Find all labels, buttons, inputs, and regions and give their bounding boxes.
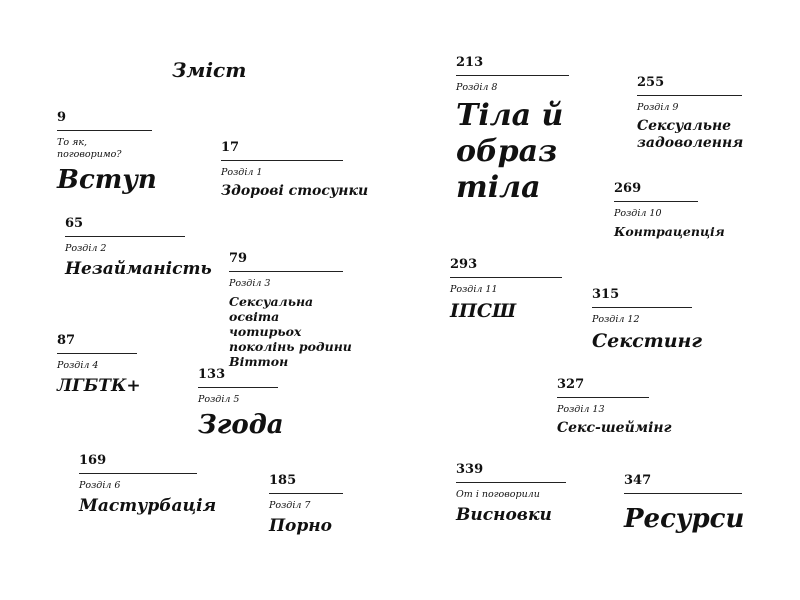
entry-title: Секс-шеймінг xyxy=(557,420,672,436)
entry-subtitle: Розділ 2 xyxy=(65,243,107,254)
divider xyxy=(557,397,649,398)
entry-title: Тіла й образ тіла xyxy=(456,98,564,205)
page-number: 255 xyxy=(637,75,665,90)
page-number: 17 xyxy=(221,140,240,155)
entry-title: Згода xyxy=(198,410,284,440)
toc-entry-chapter-9[interactable] xyxy=(637,75,742,152)
page-number: 293 xyxy=(450,257,478,272)
page-number: 169 xyxy=(79,453,107,468)
entry-title: Порно xyxy=(269,516,333,536)
divider xyxy=(198,387,278,388)
page-number: 327 xyxy=(557,377,585,392)
divider xyxy=(229,271,343,272)
divider xyxy=(450,277,562,278)
entry-subtitle: Розділ 6 xyxy=(79,480,121,491)
page-number: 185 xyxy=(269,473,297,488)
entry-subtitle: Розділ 5 xyxy=(198,394,240,405)
toc-entry-chapter-12[interactable] xyxy=(592,287,703,353)
entry-title: Сексуальне задоволення xyxy=(637,118,744,151)
divider xyxy=(614,201,698,202)
page-number: 315 xyxy=(592,287,620,302)
page-number: 339 xyxy=(456,462,484,477)
divider xyxy=(57,130,152,131)
entry-subtitle: Розділ 8 xyxy=(456,82,498,93)
entry-title: Контрацепція xyxy=(614,224,725,239)
entry-subtitle: Розділ 4 xyxy=(57,360,99,371)
page-number: 133 xyxy=(198,367,226,382)
page-number: 269 xyxy=(614,181,642,196)
divider xyxy=(456,75,569,76)
toc-entry-chapter-1[interactable] xyxy=(221,140,369,200)
toc-heading: Зміст xyxy=(172,58,247,82)
divider xyxy=(221,160,343,161)
divider xyxy=(57,353,137,354)
entry-title: ЛГБТК+ xyxy=(57,376,141,396)
entry-subtitle: Розділ 3 xyxy=(229,278,271,289)
entry-title: Сексуальна освіта чотирьох поколінь родини Віттон xyxy=(229,294,352,369)
entry-title: Мастурбація xyxy=(79,496,217,516)
toc-entry-chapter-6[interactable] xyxy=(79,453,217,516)
entry-subtitle: От і поговорили xyxy=(456,489,540,500)
toc-entry-chapter-5[interactable] xyxy=(198,367,284,440)
divider xyxy=(65,236,185,237)
page-number: 9 xyxy=(57,110,67,125)
entry-title: Незайманість xyxy=(65,259,212,279)
entry-subtitle: Розділ 10 xyxy=(614,208,662,219)
toc-entry-chapter-2[interactable] xyxy=(65,216,212,279)
entry-subtitle: Розділ 9 xyxy=(637,102,679,113)
entry-subtitle: Розділ 1 xyxy=(221,167,263,178)
entry-subtitle: Розділ 13 xyxy=(557,404,605,415)
toc-entry-intro[interactable] xyxy=(57,110,157,195)
toc-entry-chapter-13[interactable] xyxy=(557,377,672,437)
toc-entry-resources[interactable] xyxy=(624,473,745,534)
toc-entry-chapter-10[interactable] xyxy=(614,181,725,239)
page-number: 65 xyxy=(65,216,84,231)
divider xyxy=(592,307,692,308)
divider xyxy=(624,493,742,494)
page-number: 79 xyxy=(229,251,248,266)
toc-entry-chapter-3[interactable] xyxy=(229,251,352,369)
page-number: 87 xyxy=(57,333,76,348)
entry-subtitle: Розділ 7 xyxy=(269,500,311,511)
entry-title: ІПСШ xyxy=(450,300,517,322)
entry-subtitle: Розділ 12 xyxy=(592,314,640,325)
divider xyxy=(79,473,197,474)
entry-title: Висновки xyxy=(456,505,552,525)
divider xyxy=(456,482,566,483)
page-number: 213 xyxy=(456,55,484,70)
divider xyxy=(637,95,742,96)
entry-title: Секстинг xyxy=(592,330,703,352)
toc-entry-chapter-7[interactable] xyxy=(269,473,343,536)
entry-title: Здорові стосунки xyxy=(221,183,369,199)
toc-entry-chapter-11[interactable] xyxy=(450,257,562,323)
page-number: 347 xyxy=(624,473,652,488)
entry-title: Вступ xyxy=(57,165,157,195)
entry-subtitle: Розділ 11 xyxy=(450,284,498,295)
entry-title: Ресурси xyxy=(624,504,745,534)
entry-subtitle: То як, поговоримо? xyxy=(57,137,122,160)
toc-entry-conclusion[interactable] xyxy=(456,462,566,525)
toc-entry-chapter-4[interactable] xyxy=(57,333,141,396)
toc-entry-chapter-8[interactable] xyxy=(456,55,569,206)
divider xyxy=(269,493,343,494)
